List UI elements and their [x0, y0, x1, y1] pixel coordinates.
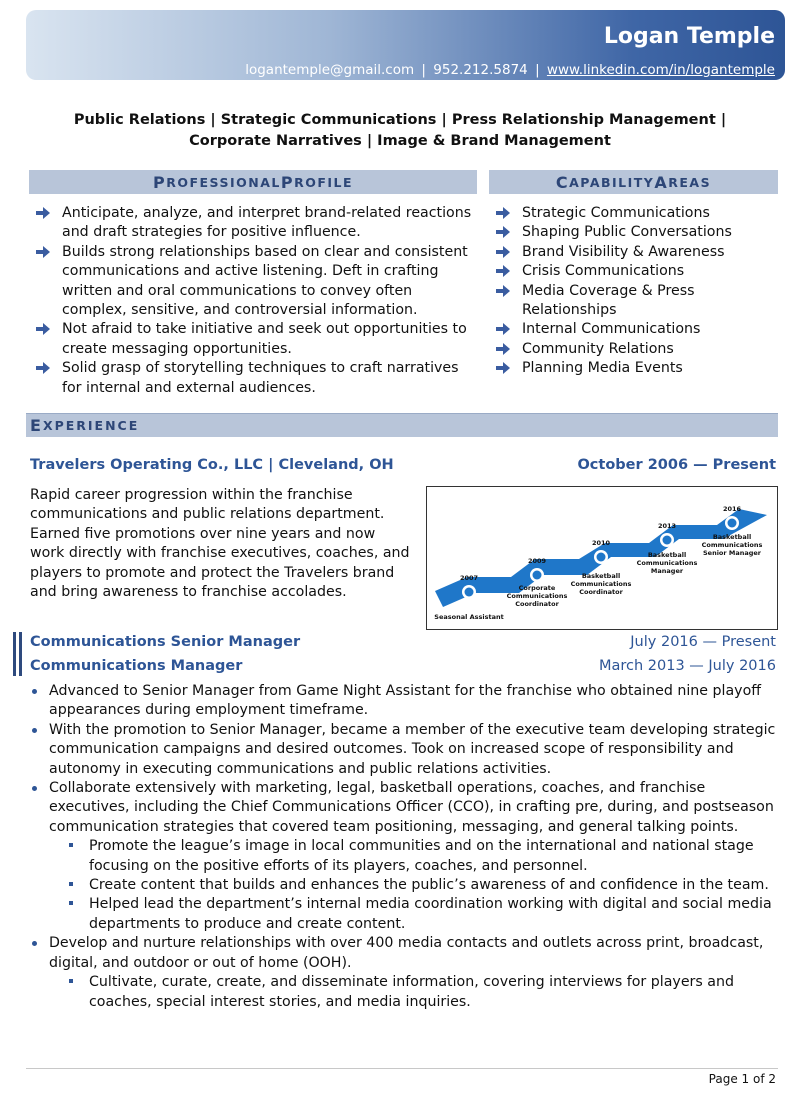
- timeline-label: Coordinator: [515, 600, 559, 608]
- list-item: [490, 320, 780, 339]
- timeline-year: 2009: [527, 557, 547, 565]
- experience-bullets: [30, 682, 780, 1012]
- separator: |: [421, 62, 426, 78]
- list-item-text: Community Relations: [522, 340, 674, 357]
- bullet-text: Develop and nurture relationships with over 400 media contacts and outlets across print, broadcast, digital, and outdoor or out of home (OOH).: [49, 935, 764, 971]
- contact-line: [245, 62, 775, 78]
- timeline-label: Corporate: [518, 584, 556, 592]
- list-item: [490, 282, 780, 321]
- phone-number: 952.212.5874: [433, 62, 528, 78]
- email-link[interactable]: logantemple@gmail.com: [245, 62, 415, 78]
- list-item: [30, 243, 476, 321]
- timeline-year: 2016: [722, 505, 742, 513]
- list-item: [30, 320, 476, 359]
- arrow-right-icon: [496, 285, 510, 297]
- tagline: Public Relations | Strategic Communications | Press Relationship Management | Corporate Narratives | Image & Brand Management: [73, 112, 727, 149]
- list-item-text: Anticipate, analyze, and interpret brand-related reactions and draft strategies for positive influence.: [62, 205, 472, 241]
- arrow-right-icon: [496, 362, 510, 374]
- list-item-text: Strategic Communications: [522, 205, 710, 221]
- sub-bullet-item: Promote the league’s image in local communities and on the international and national stage focusing on the positive efforts of its players, coaches, and personnel.: [49, 837, 780, 876]
- timeline-node-dot: [597, 553, 606, 562]
- arrow-right-icon: [36, 362, 50, 374]
- timeline-label: Coordinator: [579, 588, 623, 596]
- timeline-node-dot: [728, 519, 737, 528]
- timeline-label: Basketball: [647, 551, 687, 559]
- timeline-year: 2010: [591, 539, 611, 547]
- profile-list: [30, 204, 476, 398]
- timeline-label: Communications: [701, 541, 763, 549]
- list-item: [490, 204, 780, 223]
- timeline-label: Seasonal Assistant: [434, 613, 504, 621]
- timeline-node-dot: [663, 536, 672, 545]
- arrow-right-icon: [496, 323, 510, 335]
- list-item: [490, 243, 780, 262]
- timeline-node-dot: [465, 588, 474, 597]
- bullet-text: With the promotion to Senior Manager, became a member of the executive team developing strategic communication campaigns and desired outcomes. Took on increased scope of responsibility and autonomy in executing communications and public relations activities.: [49, 721, 776, 777]
- timeline-label: Manager: [650, 567, 684, 575]
- footer-divider: [26, 1068, 778, 1069]
- sub-bullet-item: Cultivate, curate, create, and disseminate information, covering interviews for players and coaches, special interest stories, and media inquiries.: [49, 973, 780, 1012]
- bullet-item: [30, 682, 780, 721]
- separator: |: [535, 62, 540, 78]
- timeline-year: 2007: [459, 574, 479, 582]
- professional-profile-heading: P ROFESSIONAL P ROFILE: [29, 170, 477, 194]
- timeline-year: 2013: [657, 522, 677, 530]
- page-number: Page 1 of 2: [708, 1072, 776, 1086]
- role-dates: July 2016 — Present: [630, 634, 776, 650]
- arrow-right-icon: [496, 207, 510, 219]
- bullet-item: [30, 721, 780, 779]
- list-item-text: Builds strong relationships based on clear and consistent communications and active listening. Deft in crafting written and oral communications to convey often complex, sensitive, and controversial information.: [62, 243, 468, 319]
- arrow-right-icon: [496, 265, 510, 277]
- sub-bullet-list: [49, 837, 780, 934]
- list-item-text: Brand Visibility & Awareness: [522, 243, 725, 260]
- list-item-text: Internal Communications: [522, 321, 701, 338]
- company-summary: Rapid career progression within the franchise communications and public relations department. Earned five promotions over nine years and now work directly with franchise executives, coaches, and players to promote and protect the Travelers brand and bring awareness to franchise accolades.: [30, 487, 410, 601]
- list-item-text: Planning Media Events: [522, 360, 683, 377]
- list-item: [490, 359, 780, 378]
- sub-bullet-item: Helped lead the department’s internal media coordination working with digital and social media departments to produce and create content.: [49, 895, 780, 934]
- experience-heading: E XPERIENCE: [26, 413, 778, 437]
- career-timeline: [426, 486, 778, 630]
- linkedin-link[interactable]: www.linkedin.com/in/logantemple: [546, 62, 775, 78]
- list-item: [490, 340, 780, 359]
- arrow-right-icon: [36, 207, 50, 219]
- role-dates: March 2013 — July 2016: [598, 658, 776, 674]
- role-accent-bar: [19, 632, 22, 676]
- list-item-text: Shaping Public Conversations: [522, 224, 732, 241]
- list-item-text: Media Coverage & Press Relationships: [522, 282, 695, 319]
- timeline-label: Basketball: [581, 572, 621, 580]
- company-name: Travelers Operating Co., LLC | Cleveland, OH: [30, 457, 394, 473]
- capability-areas-heading: C APABILITY A REAS: [489, 170, 778, 194]
- timeline-label: Communications: [570, 580, 632, 588]
- list-item: [30, 204, 476, 243]
- timeline-label: Communications: [636, 559, 698, 567]
- timeline-label: Communications: [506, 592, 568, 600]
- arrow-right-icon: [496, 343, 510, 355]
- list-item-text: Not afraid to take initiative and seek out opportunities to create messaging opportunities.: [62, 321, 467, 357]
- list-item-text: Crisis Communications: [522, 263, 685, 280]
- list-item: [490, 262, 780, 281]
- candidate-name: Logan Temple: [603, 24, 775, 49]
- capability-list: [490, 204, 780, 379]
- arrow-right-icon: [496, 226, 510, 238]
- timeline-label: Basketball: [712, 533, 752, 541]
- list-item: [30, 359, 476, 398]
- role-title: Communications Manager: [30, 658, 243, 674]
- timeline-label: Senior Manager: [702, 549, 762, 557]
- role-title: Communications Senior Manager: [30, 634, 301, 650]
- bullet-text: Collaborate extensively with marketing, legal, basketball operations, coaches, and franchise executives, including the Chief Communications Officer (CCO), in crafting pre, during, and postseason communication strategies that covered team positioning, messaging, and general talking points.: [49, 780, 774, 835]
- company-dates: October 2006 — Present: [577, 457, 776, 473]
- arrow-right-icon: [36, 323, 50, 335]
- sub-bullet-item: Create content that builds and enhances the public’s awareness of and confidence in the team.: [49, 876, 780, 895]
- bullet-item: [30, 934, 780, 1012]
- header-banner: [26, 10, 785, 80]
- arrow-right-icon: [496, 246, 510, 258]
- list-item: [490, 223, 780, 242]
- bullet-text: Advanced to Senior Manager from Game Night Assistant for the franchise who obtained nine playoff appearances during employment timeframe.: [49, 683, 762, 719]
- role-accent-bar: [13, 632, 16, 676]
- timeline-node-dot: [533, 571, 542, 580]
- list-item-text: Solid grasp of storytelling techniques to craft narratives for internal and external audiences.: [62, 360, 459, 396]
- sub-bullet-list: [49, 973, 780, 1012]
- bullet-item: [30, 779, 780, 934]
- timeline-graphic: [427, 487, 777, 629]
- arrow-right-icon: [36, 246, 50, 258]
